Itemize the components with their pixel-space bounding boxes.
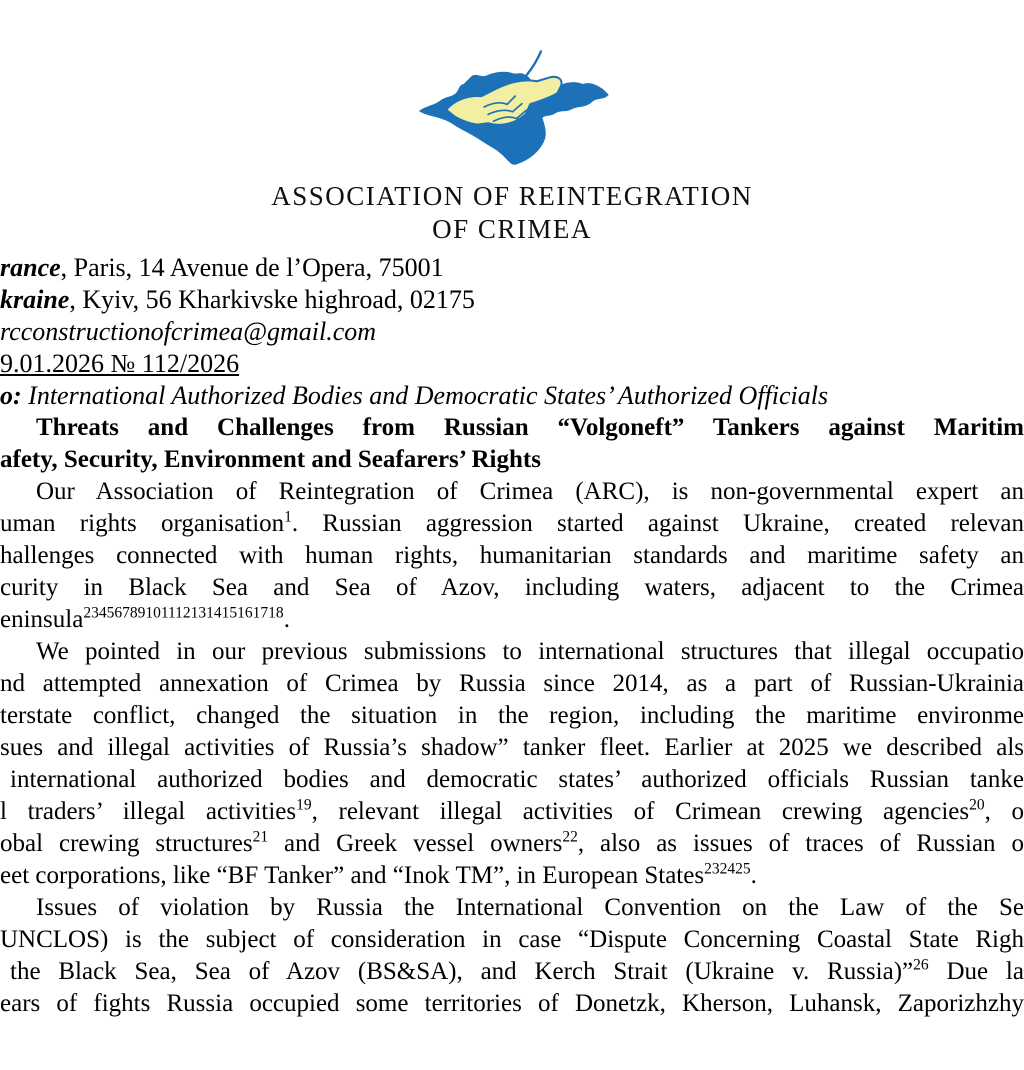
- text-segment: International Authorized Bodies and Democratic States’ Authorized Officials: [21, 381, 829, 410]
- text-segment: kraine: [0, 285, 70, 314]
- subject-line-1: [0, 412, 1024, 444]
- text-line: [0, 988, 1024, 1020]
- text-segment: obal crewing structures: [0, 830, 253, 857]
- footnote-marker: 1: [284, 508, 292, 526]
- text-segment: hallenges connected with human rights, humanitarian standards and maritime safety an: [0, 542, 1024, 569]
- footnote-marker: 23456789101112131415161718: [83, 604, 284, 622]
- text-segment: o:: [0, 381, 22, 410]
- text-line: [0, 924, 1024, 956]
- address-france: [0, 252, 1024, 284]
- text-segment: , relevant illegal activities of Crimean crewing agencies: [311, 798, 970, 825]
- text-segment: uman rights organisation: [0, 510, 285, 537]
- text-line: [0, 732, 1024, 764]
- text-segment: the Black Sea, Sea of Azov (BS&SA), and Kerch Strait (Ukraine v. Russia)”: [10, 958, 914, 985]
- text-segment: and Greek vessel owners: [268, 830, 563, 857]
- text-line: [0, 668, 1024, 700]
- text-segment: 9.01.2026 № 112/2026: [0, 349, 240, 378]
- text-segment: , Kyiv, 56 Kharkivske highroad, 02175: [69, 285, 475, 314]
- body-paragraph-1: [0, 476, 1024, 636]
- text-segment: rcconstructionofcrimea@gmail.com: [0, 317, 377, 346]
- text-line: [0, 572, 1024, 604]
- text-segment: ears of fights Russia occupied some territories of Donetzk, Kherson, Luhansk, Zaporizhzhy: [0, 990, 1024, 1017]
- text-line: [0, 604, 1024, 636]
- email-address: [0, 316, 1024, 348]
- addressee-line: [0, 380, 1024, 412]
- text-line: [0, 700, 1024, 732]
- text-segment: .: [750, 862, 757, 889]
- crimea-map-handshake-icon: [410, 46, 615, 168]
- organization-name-line1: ASSOCIATION OF REINTEGRATION: [271, 181, 753, 211]
- body-paragraph-3: [0, 892, 1024, 1020]
- text-line: [0, 796, 1024, 828]
- text-segment: eninsula: [0, 606, 84, 633]
- text-segment: , o: [984, 798, 1024, 825]
- footnote-marker: 26: [913, 956, 929, 974]
- organization-logo: [410, 46, 615, 168]
- text-line: [0, 860, 1024, 892]
- text-segment: Issues of violation by Russia the International Convention on the Law of the Se: [36, 894, 1024, 921]
- text-segment: .: [283, 606, 290, 633]
- text-line: [0, 636, 1024, 668]
- text-line: [0, 476, 1024, 508]
- subject-block: [0, 412, 1024, 476]
- subject-line-2: [0, 444, 1024, 476]
- contact-block: [0, 252, 1024, 412]
- footnote-marker: 22: [562, 828, 578, 846]
- text-line: [0, 828, 1024, 860]
- footnote-marker: 19: [296, 796, 312, 814]
- text-segment: . Russian aggression started against Ukraine, created relevan: [291, 510, 1024, 537]
- text-segment: Our Association of Reintegration of Crimea (ARC), is non-governmental expert an: [36, 478, 1024, 505]
- footnote-marker: 20: [969, 796, 985, 814]
- text-line: [0, 892, 1024, 924]
- footnote-marker: 232425: [704, 860, 751, 878]
- text-segment: Threats and Challenges from Russian “Volgoneft” Tankers against Maritim: [36, 414, 1024, 441]
- address-ukraine: [0, 284, 1024, 316]
- text-segment: international authorized bodies and democratic states’ authorized officials Russian tanke: [10, 766, 1024, 793]
- letter-content: [0, 252, 1024, 1020]
- organization-name-line2: OF CRIMEA: [432, 214, 592, 244]
- text-segment: sues and illegal activities of Russia’s shadow” tanker fleet. Earlier at 2025 we described als: [0, 734, 1024, 761]
- text-segment: We pointed in our previous submissions to international structures that illegal occupatio: [36, 638, 1024, 665]
- text-segment: l traders’ illegal activities: [0, 798, 297, 825]
- text-segment: eet corporations, like “BF Tanker” and “Inok TM”, in European States: [0, 862, 705, 889]
- text-segment: Due la: [928, 958, 1024, 985]
- organization-name: [0, 180, 1024, 246]
- text-segment: afety, Security, Environment and Seafarers’ Rights: [0, 446, 541, 473]
- text-line: [0, 508, 1024, 540]
- footnote-marker: 21: [252, 828, 269, 846]
- reference-number: [0, 348, 1024, 380]
- text-line: [0, 764, 1024, 796]
- text-segment: nd attempted annexation of Crimea by Russia since 2014, as a part of Russian-Ukrainia: [0, 670, 1024, 697]
- text-segment: , also as issues of traces of Russian o: [577, 830, 1024, 857]
- text-segment: rance: [0, 253, 61, 282]
- text-segment: terstate conflict, changed the situation in the region, including the maritime environme: [0, 702, 1024, 729]
- document-page: [0, 46, 1024, 1070]
- text-segment: , Paris, 14 Avenue de l’Opera, 75001: [60, 253, 444, 282]
- text-segment: curity in Black Sea and Sea of Azov, including waters, adjacent to the Crimea: [0, 574, 1024, 601]
- text-line: [0, 540, 1024, 572]
- text-segment: UNCLOS) is the subject of consideration in case “Dispute Concerning Coastal State Righ: [0, 926, 1024, 953]
- body-paragraph-2: [0, 636, 1024, 892]
- text-line: [0, 956, 1024, 988]
